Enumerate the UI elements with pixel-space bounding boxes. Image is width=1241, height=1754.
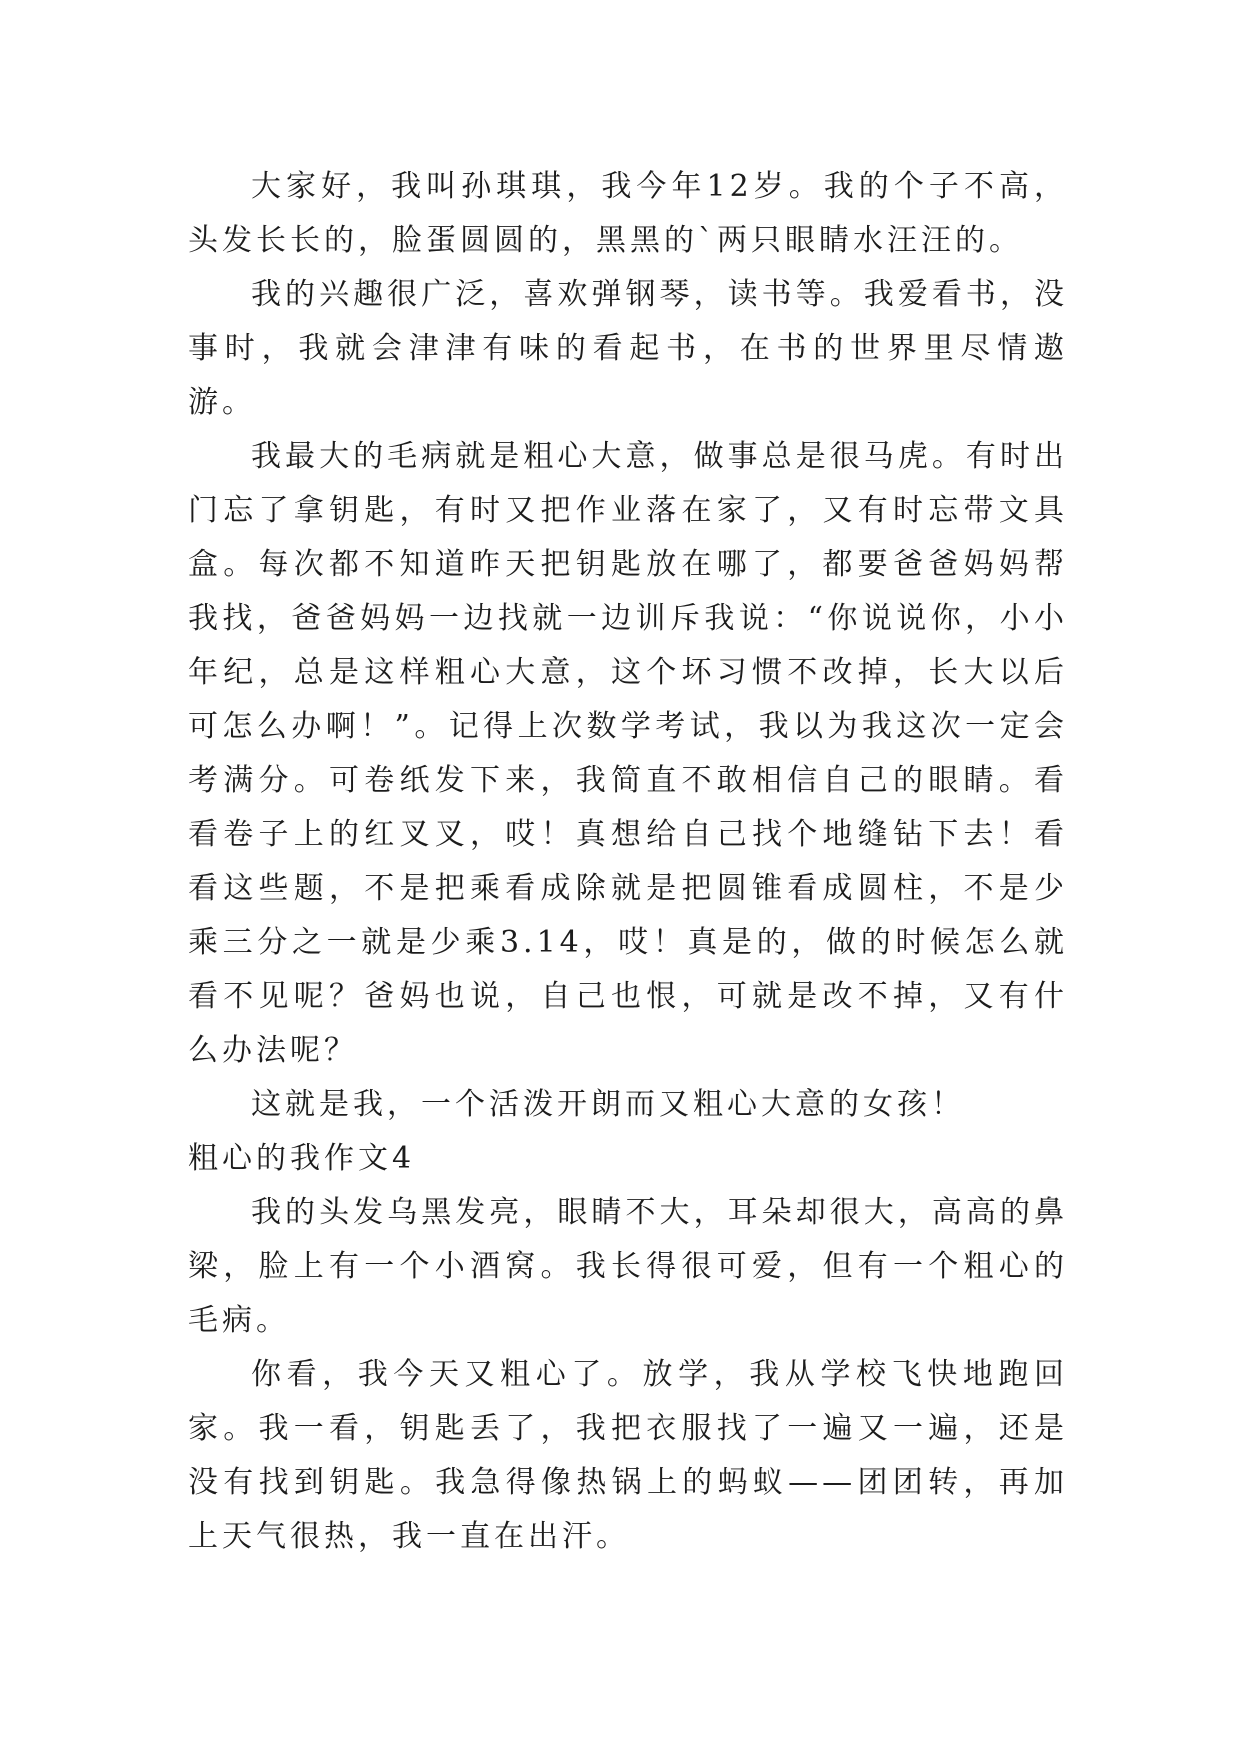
paragraph-appearance: 我的头发乌黑发亮，眼睛不大，耳朵却很大，高高的鼻梁，脸上有一个小酒窝。我长得很可爱，但有一个粗心的毛病。	[188, 1195, 1068, 1338]
paragraph-interests: 我的兴趣很广泛，喜欢弹钢琴，读书等。我爱看书，没事时，我就会津津有味的看起书，在书的世界里尽情遨游。	[188, 277, 1068, 420]
paragraph-careless: 我最大的毛病就是粗心大意，做事总是很马虎。有时出门忘了拿钥匙，有时又把作业落在家了，又有时忘带文具盒。每次都不知道昨天把钥匙放在哪了，都要爸爸妈妈帮我找，爸爸妈妈一边找就一边训斥我说：“你说说你，小小年纪，总是这样粗心大意，这个坏习惯不改掉，长大以后可怎么办啊！”。记得上次数学考试，我以为我这次一定会考满分。可卷纸发下来，我简直不敢相信自己的眼睛。看看卷子上的红叉叉，哎！真想给自己找个地缝钻下去！看看这些题，不是把乘看成除就是把圆锥看成圆柱，不是少乘三分之一就是少乘3.14，哎！真是的，做的时候怎么就看不见呢？爸妈也说，自己也恨，可就是改不掉，又有什么办法呢？	[188, 439, 1068, 1068]
essay-body	[188, 160, 1068, 1564]
paragraph-lost-key: 你看，我今天又粗心了。放学，我从学校飞快地跑回家。我一看，钥匙丢了，我把衣服找了一遍又一遍，还是没有找到钥匙。我急得像热锅上的蚂蚁——团团转，再加上天气很热，我一直在出汗。	[188, 1357, 1068, 1554]
essay-heading: 粗心的我作文4	[188, 1141, 416, 1176]
paragraph-conclusion: 这就是我，一个活泼开朗而又粗心大意的女孩！	[251, 1087, 965, 1122]
paragraph-intro: 大家好，我叫孙琪琪，我今年12岁。我的个子不高，头发长长的，脸蛋圆圆的，黑黑的`两只眼睛水汪汪的。	[188, 169, 1068, 258]
